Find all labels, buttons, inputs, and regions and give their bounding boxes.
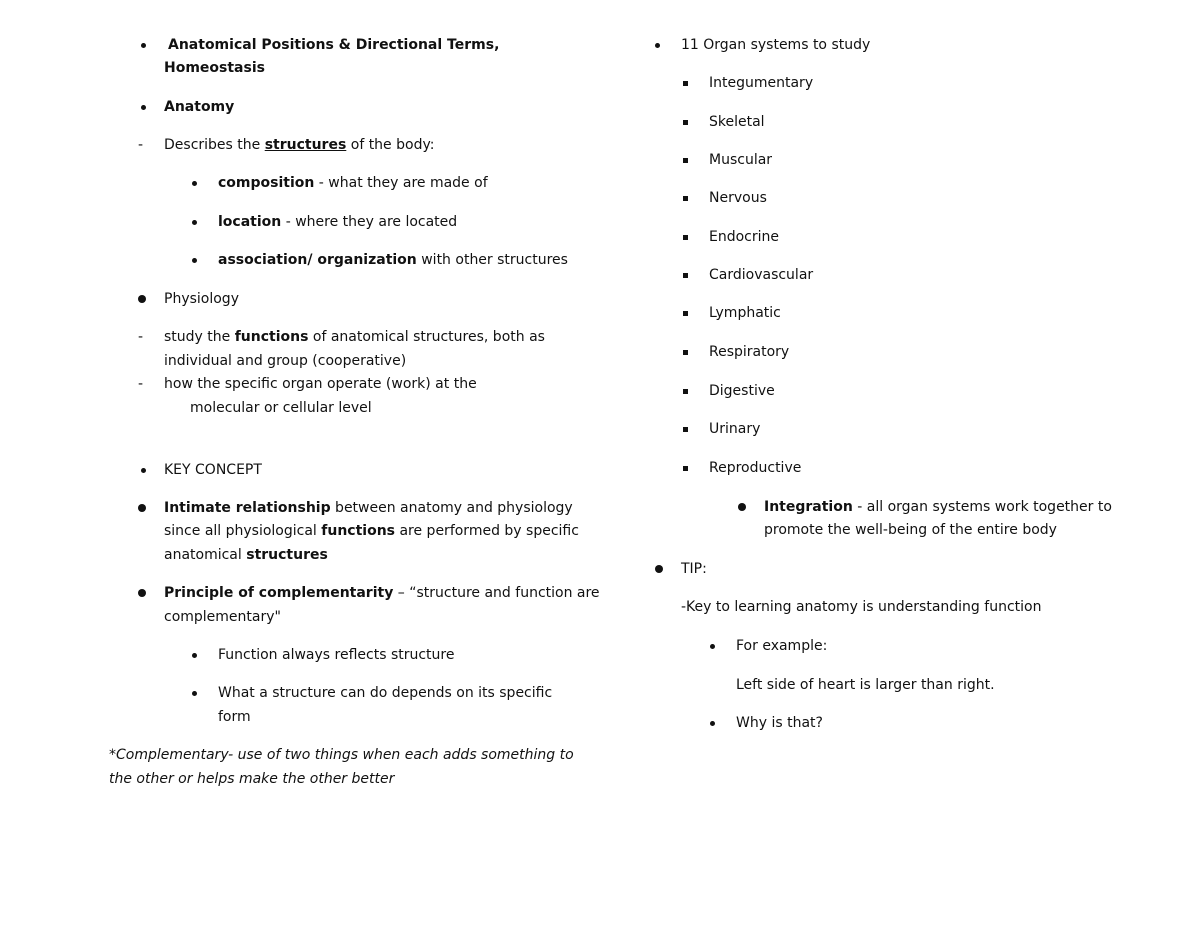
tip-heading: TIP: bbox=[681, 561, 707, 577]
function-reflects-item: Function always reflects structure bbox=[218, 647, 455, 663]
organ-system-item: Muscular bbox=[709, 152, 773, 168]
bullet-dot bbox=[138, 589, 146, 597]
organ-system-item: Respiratory bbox=[709, 344, 790, 360]
organ-system-item: Nervous bbox=[709, 190, 767, 206]
bullet-dot bbox=[192, 220, 197, 225]
composition-item: composition - what they are made of bbox=[218, 175, 488, 191]
square-bullet bbox=[683, 427, 688, 432]
describes-line: Describes the structures of the body: bbox=[164, 137, 435, 153]
organ-system-item: Endocrine bbox=[709, 229, 779, 245]
bullet-dot bbox=[138, 295, 146, 303]
heading-line-1: Anatomical Positions & Directional Terms, bbox=[168, 37, 500, 53]
organ-system-item: Digestive bbox=[709, 383, 775, 399]
integration-line-2: promote the well-being of the entire body bbox=[764, 522, 1057, 538]
organ-systems-heading: 11 Organ systems to study bbox=[681, 37, 871, 53]
square-bullet bbox=[683, 389, 688, 394]
bullet-dot bbox=[655, 43, 660, 48]
bullet-dot bbox=[141, 43, 146, 48]
square-bullet bbox=[683, 273, 688, 278]
bullet-dot bbox=[710, 721, 715, 726]
intimate-line-2: since all physiological functions are performed by specific bbox=[164, 523, 579, 539]
study-line-2: individual and group (cooperative) bbox=[164, 353, 407, 369]
key-concept-heading: KEY CONCEPT bbox=[164, 462, 262, 478]
square-bullet bbox=[683, 120, 688, 125]
organ-system-item: Lymphatic bbox=[709, 305, 781, 321]
bullet-dot bbox=[192, 181, 197, 186]
for-example-item: For example: bbox=[736, 638, 828, 654]
dash-marker: - bbox=[138, 137, 144, 153]
anatomy-heading: Anatomy bbox=[164, 99, 235, 115]
square-bullet bbox=[683, 235, 688, 240]
bullet-dot bbox=[192, 258, 197, 263]
why-item: Why is that? bbox=[736, 715, 823, 731]
bullet-dot bbox=[655, 565, 663, 573]
bullet-dot bbox=[710, 644, 715, 649]
square-bullet bbox=[683, 196, 688, 201]
physiology-heading: Physiology bbox=[164, 291, 239, 307]
organ-system-item: Skeletal bbox=[709, 114, 765, 130]
principle-line-1: Principle of complementarity – “structure and function are bbox=[164, 585, 600, 601]
intimate-line-3: anatomical structures bbox=[164, 547, 328, 563]
dash-marker: - bbox=[138, 329, 144, 345]
how-line-1: how the specific organ operate (work) at the bbox=[164, 376, 477, 392]
location-item: location - where they are located bbox=[218, 214, 458, 230]
key-learning-line: -Key to learning anatomy is understanding function bbox=[681, 599, 1042, 615]
square-bullet bbox=[683, 350, 688, 355]
square-bullet bbox=[683, 466, 688, 471]
what-structure-line-2: form bbox=[218, 709, 251, 725]
square-bullet bbox=[683, 158, 688, 163]
study-line-1: study the functions of anatomical structures, both as bbox=[164, 329, 545, 345]
footnote-line-2: the other or helps make the other better bbox=[109, 771, 395, 787]
square-bullet bbox=[683, 81, 688, 86]
bullet-dot bbox=[141, 468, 146, 473]
bullet-dot bbox=[192, 691, 197, 696]
organ-system-item: Cardiovascular bbox=[709, 267, 814, 283]
how-line-2: molecular or cellular level bbox=[190, 400, 372, 416]
association-item: association/ organization with other structures bbox=[218, 252, 568, 268]
organ-system-item: Urinary bbox=[709, 421, 761, 437]
what-structure-line-1: What a structure can do depends on its specific bbox=[218, 685, 553, 701]
heading-line-2: Homeostasis bbox=[164, 60, 265, 76]
bullet-dot bbox=[738, 503, 746, 511]
organ-system-item: Reproductive bbox=[709, 460, 802, 476]
dash-marker: - bbox=[138, 376, 144, 392]
footnote-line-1: *Complementary- use of two things when each adds something to bbox=[109, 747, 574, 763]
principle-line-2: complementary" bbox=[164, 609, 281, 625]
bullet-dot bbox=[192, 653, 197, 658]
intimate-line-1: Intimate relationship between anatomy and physiology bbox=[164, 500, 573, 516]
organ-system-item: Integumentary bbox=[709, 75, 814, 91]
square-bullet bbox=[683, 311, 688, 316]
bullet-dot bbox=[141, 105, 146, 110]
bullet-dot bbox=[138, 504, 146, 512]
integration-line-1: Integration - all organ systems work together to bbox=[764, 499, 1112, 515]
left-side-line: Left side of heart is larger than right. bbox=[736, 677, 995, 693]
